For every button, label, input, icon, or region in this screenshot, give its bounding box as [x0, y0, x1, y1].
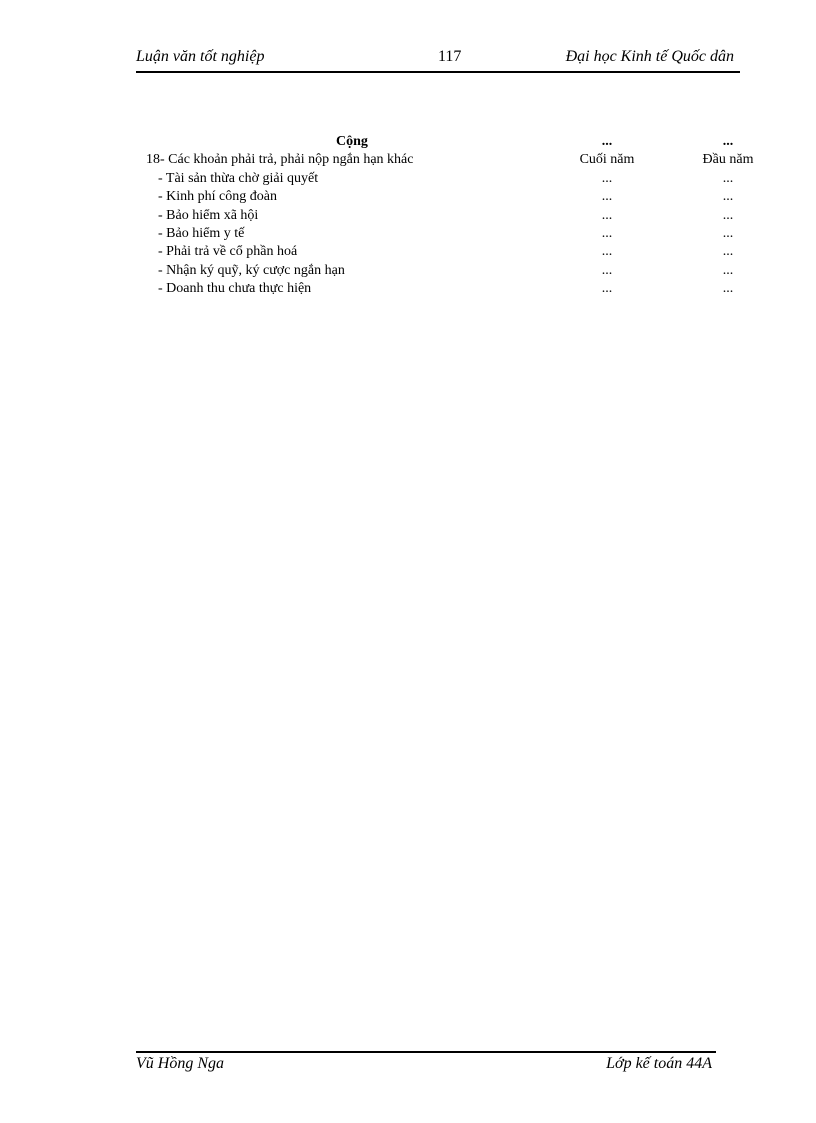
table-row [136, 262, 766, 280]
table-row [136, 170, 766, 188]
table-row [136, 243, 766, 261]
row-start-of-year: ... [722, 225, 734, 241]
row-end-of-year: ... [601, 207, 613, 223]
page-footer [136, 1055, 716, 1077]
table-row [136, 188, 766, 206]
row-label: - Doanh thu chưa thực hiện [158, 281, 312, 297]
footer-divider [136, 1051, 716, 1053]
header-university: Đại học Kinh tế Quốc dân [565, 48, 734, 65]
row-end-of-year: ... [601, 244, 613, 260]
page-header [136, 48, 740, 70]
header-divider [136, 71, 740, 73]
row-label: - Nhận ký quỹ, ký cược ngắn hạn [158, 262, 345, 278]
row-end-of-year: ... [601, 189, 613, 205]
section-title: 18- Các khoản phải trả, phải nộp ngắn hạn khác [146, 152, 414, 168]
row-end-of-year: ... [601, 281, 613, 297]
total-row [136, 133, 766, 151]
column-header-start-of-year: Đầu năm [702, 152, 754, 168]
row-label: - Kinh phí công đoàn [158, 189, 277, 205]
row-start-of-year: ... [722, 189, 734, 205]
table-row [136, 225, 766, 243]
row-end-of-year: ... [601, 170, 613, 186]
footer-class: Lớp kế toán 44A [606, 1055, 712, 1072]
row-start-of-year: ... [722, 207, 734, 223]
row-label: - Bảo hiểm xã hội [158, 207, 259, 223]
row-label: - Tài sản thừa chờ giải quyết [158, 170, 319, 186]
row-start-of-year: ... [722, 262, 734, 278]
row-label: - Bảo hiểm y tế [158, 225, 245, 241]
row-label: - Phải trả về cổ phần hoá [158, 244, 298, 260]
page-number: 117 [438, 48, 462, 65]
column-header-end-of-year: Cuối năm [579, 152, 635, 168]
total-end-of-year: ... [601, 134, 613, 149]
row-start-of-year: ... [722, 281, 734, 297]
payables-table [136, 133, 766, 299]
row-end-of-year: ... [601, 225, 613, 241]
row-end-of-year: ... [601, 262, 613, 278]
total-label: Cộng [336, 134, 368, 149]
total-start-of-year: ... [722, 134, 734, 149]
section-heading-row [136, 151, 766, 169]
row-start-of-year: ... [722, 170, 734, 186]
table-row [136, 280, 766, 298]
row-start-of-year: ... [722, 244, 734, 260]
table-row [136, 207, 766, 225]
footer-author: Vũ Hồng Nga [136, 1055, 224, 1072]
header-thesis-title: Luận văn tốt nghiệp [136, 48, 265, 65]
